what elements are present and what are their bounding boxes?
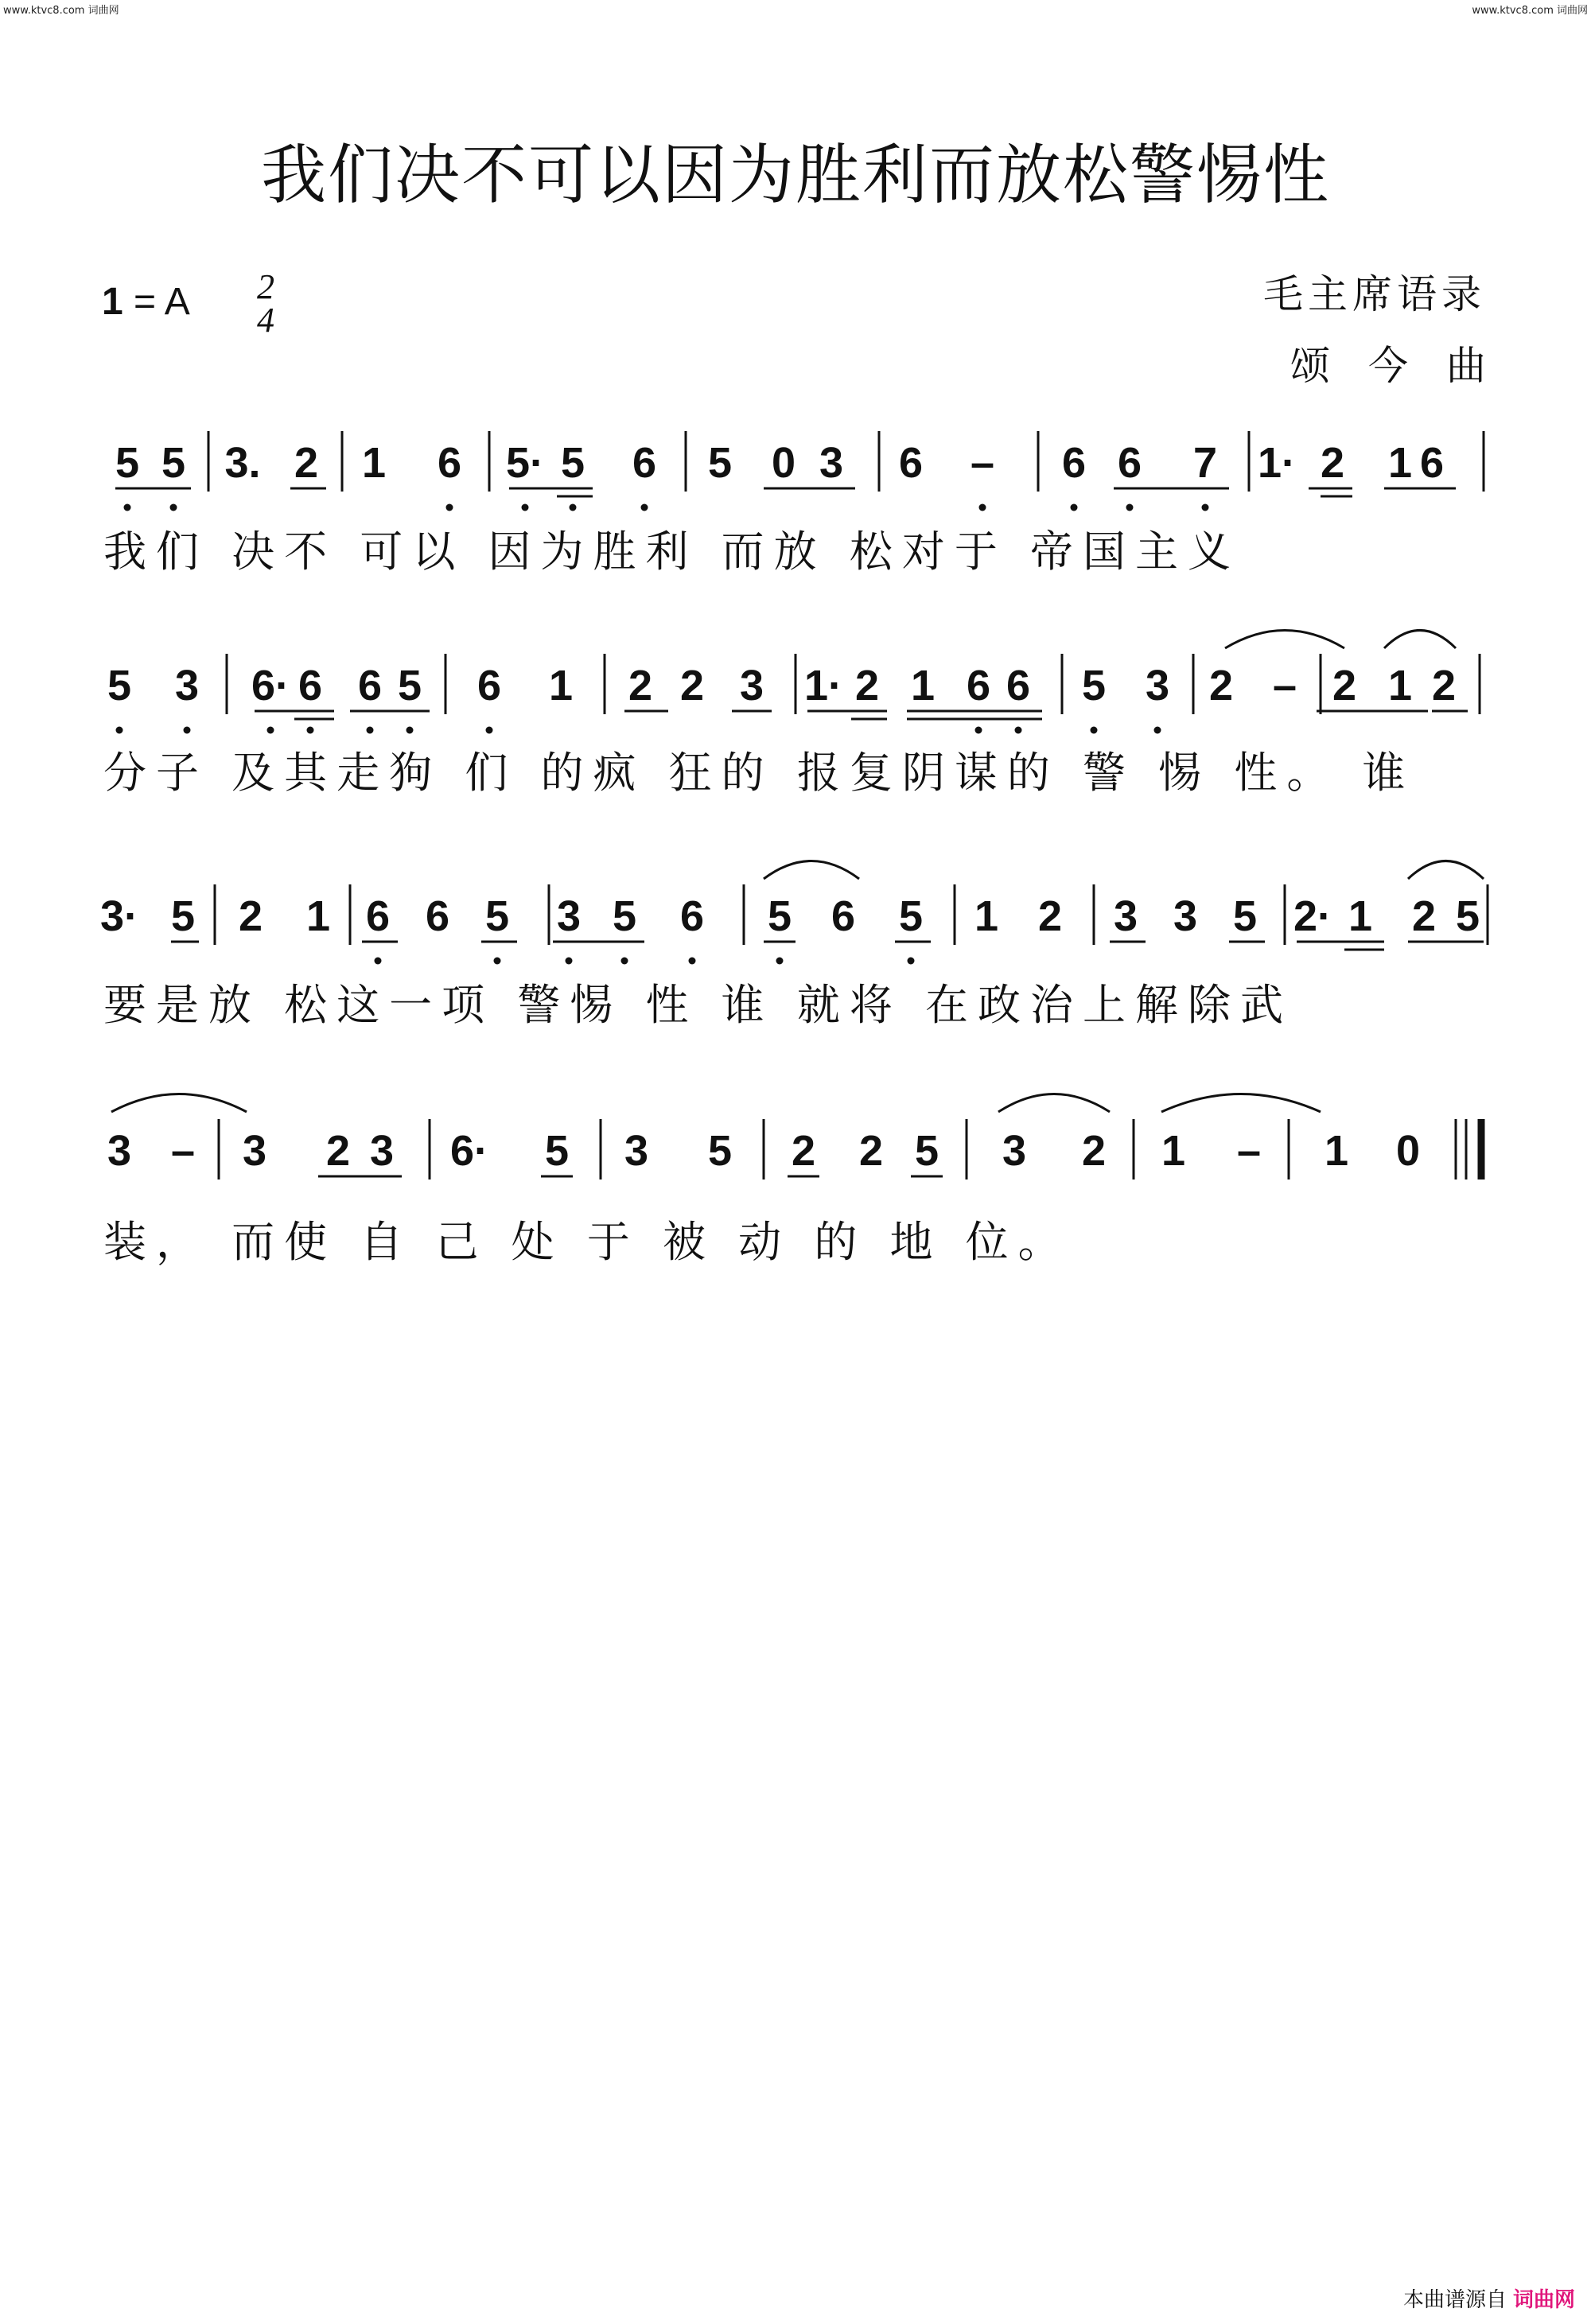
note: 5 bbox=[170, 892, 196, 940]
octave-dot bbox=[641, 504, 648, 511]
octave-dot bbox=[1126, 504, 1134, 511]
footer bbox=[1403, 2283, 1575, 2313]
note: 6 bbox=[898, 439, 924, 487]
slur-tie bbox=[1161, 1094, 1321, 1113]
octave-dot bbox=[124, 504, 131, 511]
note: 1 bbox=[1161, 1127, 1186, 1175]
note: 6 bbox=[679, 892, 705, 940]
note: 6 bbox=[966, 662, 991, 709]
octave-dot bbox=[407, 727, 414, 734]
note: 5 bbox=[767, 892, 792, 940]
note: 6 bbox=[437, 439, 462, 487]
note: 1 bbox=[910, 662, 936, 709]
octave-dot bbox=[486, 727, 493, 734]
octave-dot bbox=[522, 504, 529, 511]
slur-tie bbox=[998, 1094, 1110, 1113]
score-line-2 bbox=[107, 662, 1456, 709]
note: 2 bbox=[679, 662, 705, 709]
note: 5 bbox=[397, 662, 422, 709]
note: 2 bbox=[858, 1127, 884, 1175]
slur-tie bbox=[111, 1094, 247, 1113]
slur-tie bbox=[764, 861, 859, 880]
octave-dot bbox=[446, 504, 453, 511]
note: 1 bbox=[1387, 439, 1413, 487]
note: 2 bbox=[1320, 439, 1345, 487]
note: 5· bbox=[505, 439, 545, 487]
note: 6 bbox=[1061, 439, 1087, 487]
note: 5 bbox=[612, 892, 637, 940]
note: 6 bbox=[632, 439, 657, 487]
note: 6 bbox=[298, 662, 323, 709]
octave-dot bbox=[776, 958, 784, 965]
note: 6 bbox=[1117, 439, 1142, 487]
header-url-right: www.ktvc8.com 词曲网 bbox=[1472, 5, 1588, 17]
note: 6 bbox=[1006, 662, 1031, 709]
lyric-line-3: 要是放 松这一项 警惕 性 谁 就将 在政治上解除武 bbox=[103, 980, 1293, 1030]
note: 5 bbox=[544, 1127, 570, 1175]
octave-dot bbox=[570, 504, 577, 511]
footer-text: 本曲谱源自 bbox=[1402, 2288, 1507, 2312]
note: 3 bbox=[1173, 892, 1198, 940]
note: 3 bbox=[819, 439, 844, 487]
note: 1 bbox=[974, 892, 999, 940]
octave-dot bbox=[494, 958, 501, 965]
note: 2 bbox=[791, 1127, 816, 1175]
note: 5 bbox=[707, 1127, 733, 1175]
note: 5 bbox=[707, 439, 733, 487]
key-tonic: 1 bbox=[102, 281, 123, 323]
note: 3 bbox=[1113, 892, 1138, 940]
song-title: 我们决不可以因为胜利而放松警惕性 bbox=[260, 138, 1330, 213]
octave-dot bbox=[1015, 727, 1022, 734]
note: 5 bbox=[484, 892, 510, 940]
octave-dot bbox=[975, 727, 982, 734]
note: 2 bbox=[1431, 662, 1457, 709]
time-signature-top: 2 bbox=[257, 267, 274, 306]
note: 2 bbox=[1332, 662, 1357, 709]
note: 1· bbox=[1257, 439, 1297, 487]
note: 1 bbox=[361, 439, 387, 487]
octave-dot bbox=[375, 958, 382, 965]
octave-dot bbox=[621, 958, 628, 965]
octave-dot bbox=[116, 727, 123, 734]
note: 1 bbox=[1324, 1127, 1349, 1175]
note: 3 bbox=[242, 1127, 267, 1175]
note: 2 bbox=[854, 662, 880, 709]
note: 6 bbox=[425, 892, 450, 940]
note: 3 bbox=[556, 892, 582, 940]
note: 7 bbox=[1192, 439, 1218, 487]
note: 2· bbox=[1293, 892, 1332, 940]
time-signature-bottom: 4 bbox=[257, 301, 274, 340]
lyrics-source: 毛主席语录 bbox=[1263, 271, 1486, 317]
octave-dot bbox=[689, 958, 696, 965]
note: 1 bbox=[1348, 892, 1373, 940]
note: 5 bbox=[107, 662, 132, 709]
octave-dot bbox=[1154, 727, 1161, 734]
note: 3· bbox=[99, 892, 139, 940]
slur-tie bbox=[1225, 631, 1344, 649]
note: 6 bbox=[477, 662, 502, 709]
composer-credit: 颂今曲 bbox=[1290, 343, 1524, 389]
note: – bbox=[170, 1127, 196, 1175]
note: 6 bbox=[365, 892, 391, 940]
note: 2 bbox=[294, 439, 319, 487]
note: – bbox=[1236, 1127, 1262, 1175]
note: 3 bbox=[1002, 1127, 1027, 1175]
lyric-line-2: 分子 及其走狗 们 的疯 狂的 报复阴谋的 警 惕 性。 谁 bbox=[103, 748, 1415, 798]
note: 0 bbox=[1395, 1127, 1421, 1175]
octave-dot bbox=[170, 504, 177, 511]
note: 6 bbox=[831, 892, 856, 940]
note: 2 bbox=[1411, 892, 1437, 940]
note: 2 bbox=[1037, 892, 1063, 940]
note: 3 bbox=[107, 1127, 132, 1175]
note: 0 bbox=[771, 439, 796, 487]
note: 6 bbox=[357, 662, 383, 709]
note: 1 bbox=[305, 892, 331, 940]
octave-dot bbox=[566, 958, 573, 965]
octave-dot bbox=[908, 958, 915, 965]
note: 5 bbox=[1081, 662, 1107, 709]
note: 3 bbox=[739, 662, 764, 709]
note: 6· bbox=[449, 1127, 489, 1175]
note: 6 bbox=[1419, 439, 1445, 487]
key-equals: = A bbox=[134, 281, 190, 323]
note: 1· bbox=[803, 662, 843, 709]
note: 3 bbox=[624, 1127, 649, 1175]
score-line-1 bbox=[115, 439, 1444, 487]
octave-dot bbox=[979, 504, 986, 511]
note: 3. bbox=[224, 439, 261, 487]
octave-dot bbox=[1091, 727, 1098, 734]
note: 3 bbox=[369, 1127, 395, 1175]
note: 3 bbox=[174, 662, 200, 709]
header-url-left: www.ktvc8.com 词曲网 bbox=[3, 5, 119, 17]
note: 2 bbox=[325, 1127, 351, 1175]
lyrics-layer bbox=[103, 527, 1414, 1267]
slur-tie bbox=[1408, 861, 1484, 880]
note: 5 bbox=[1455, 892, 1480, 940]
lyric-line-4: 装， 而使 自 己 处 于 被 动 的 地 位。 bbox=[103, 1217, 1071, 1267]
note: 1 bbox=[548, 662, 574, 709]
score-line-3 bbox=[100, 892, 1480, 940]
octave-dot bbox=[307, 727, 314, 734]
note: 2 bbox=[628, 662, 653, 709]
note: 1 bbox=[1387, 662, 1413, 709]
note: 2 bbox=[1081, 1127, 1107, 1175]
note: 5 bbox=[1232, 892, 1258, 940]
slur-tie bbox=[1384, 631, 1456, 649]
octave-dot bbox=[1202, 504, 1209, 511]
note: 5 bbox=[898, 892, 924, 940]
note: 2 bbox=[1208, 662, 1234, 709]
note: 2 bbox=[238, 892, 263, 940]
note: 5 bbox=[115, 439, 140, 487]
note: – bbox=[1272, 662, 1297, 709]
note: 3 bbox=[1145, 662, 1170, 709]
note: 5 bbox=[560, 439, 585, 487]
note: 6· bbox=[251, 662, 290, 709]
octave-dot bbox=[1071, 504, 1078, 511]
note: 5 bbox=[914, 1127, 939, 1175]
octave-dot bbox=[184, 727, 191, 734]
octave-dot bbox=[367, 727, 374, 734]
lyric-line-1: 我们 决不 可以 因为胜利 而放 松对于 帝国主义 bbox=[103, 527, 1240, 577]
octave-dot bbox=[267, 727, 274, 734]
note: – bbox=[970, 439, 995, 487]
footer-brand: 词曲网 bbox=[1512, 2288, 1575, 2312]
note: 5 bbox=[161, 439, 186, 487]
